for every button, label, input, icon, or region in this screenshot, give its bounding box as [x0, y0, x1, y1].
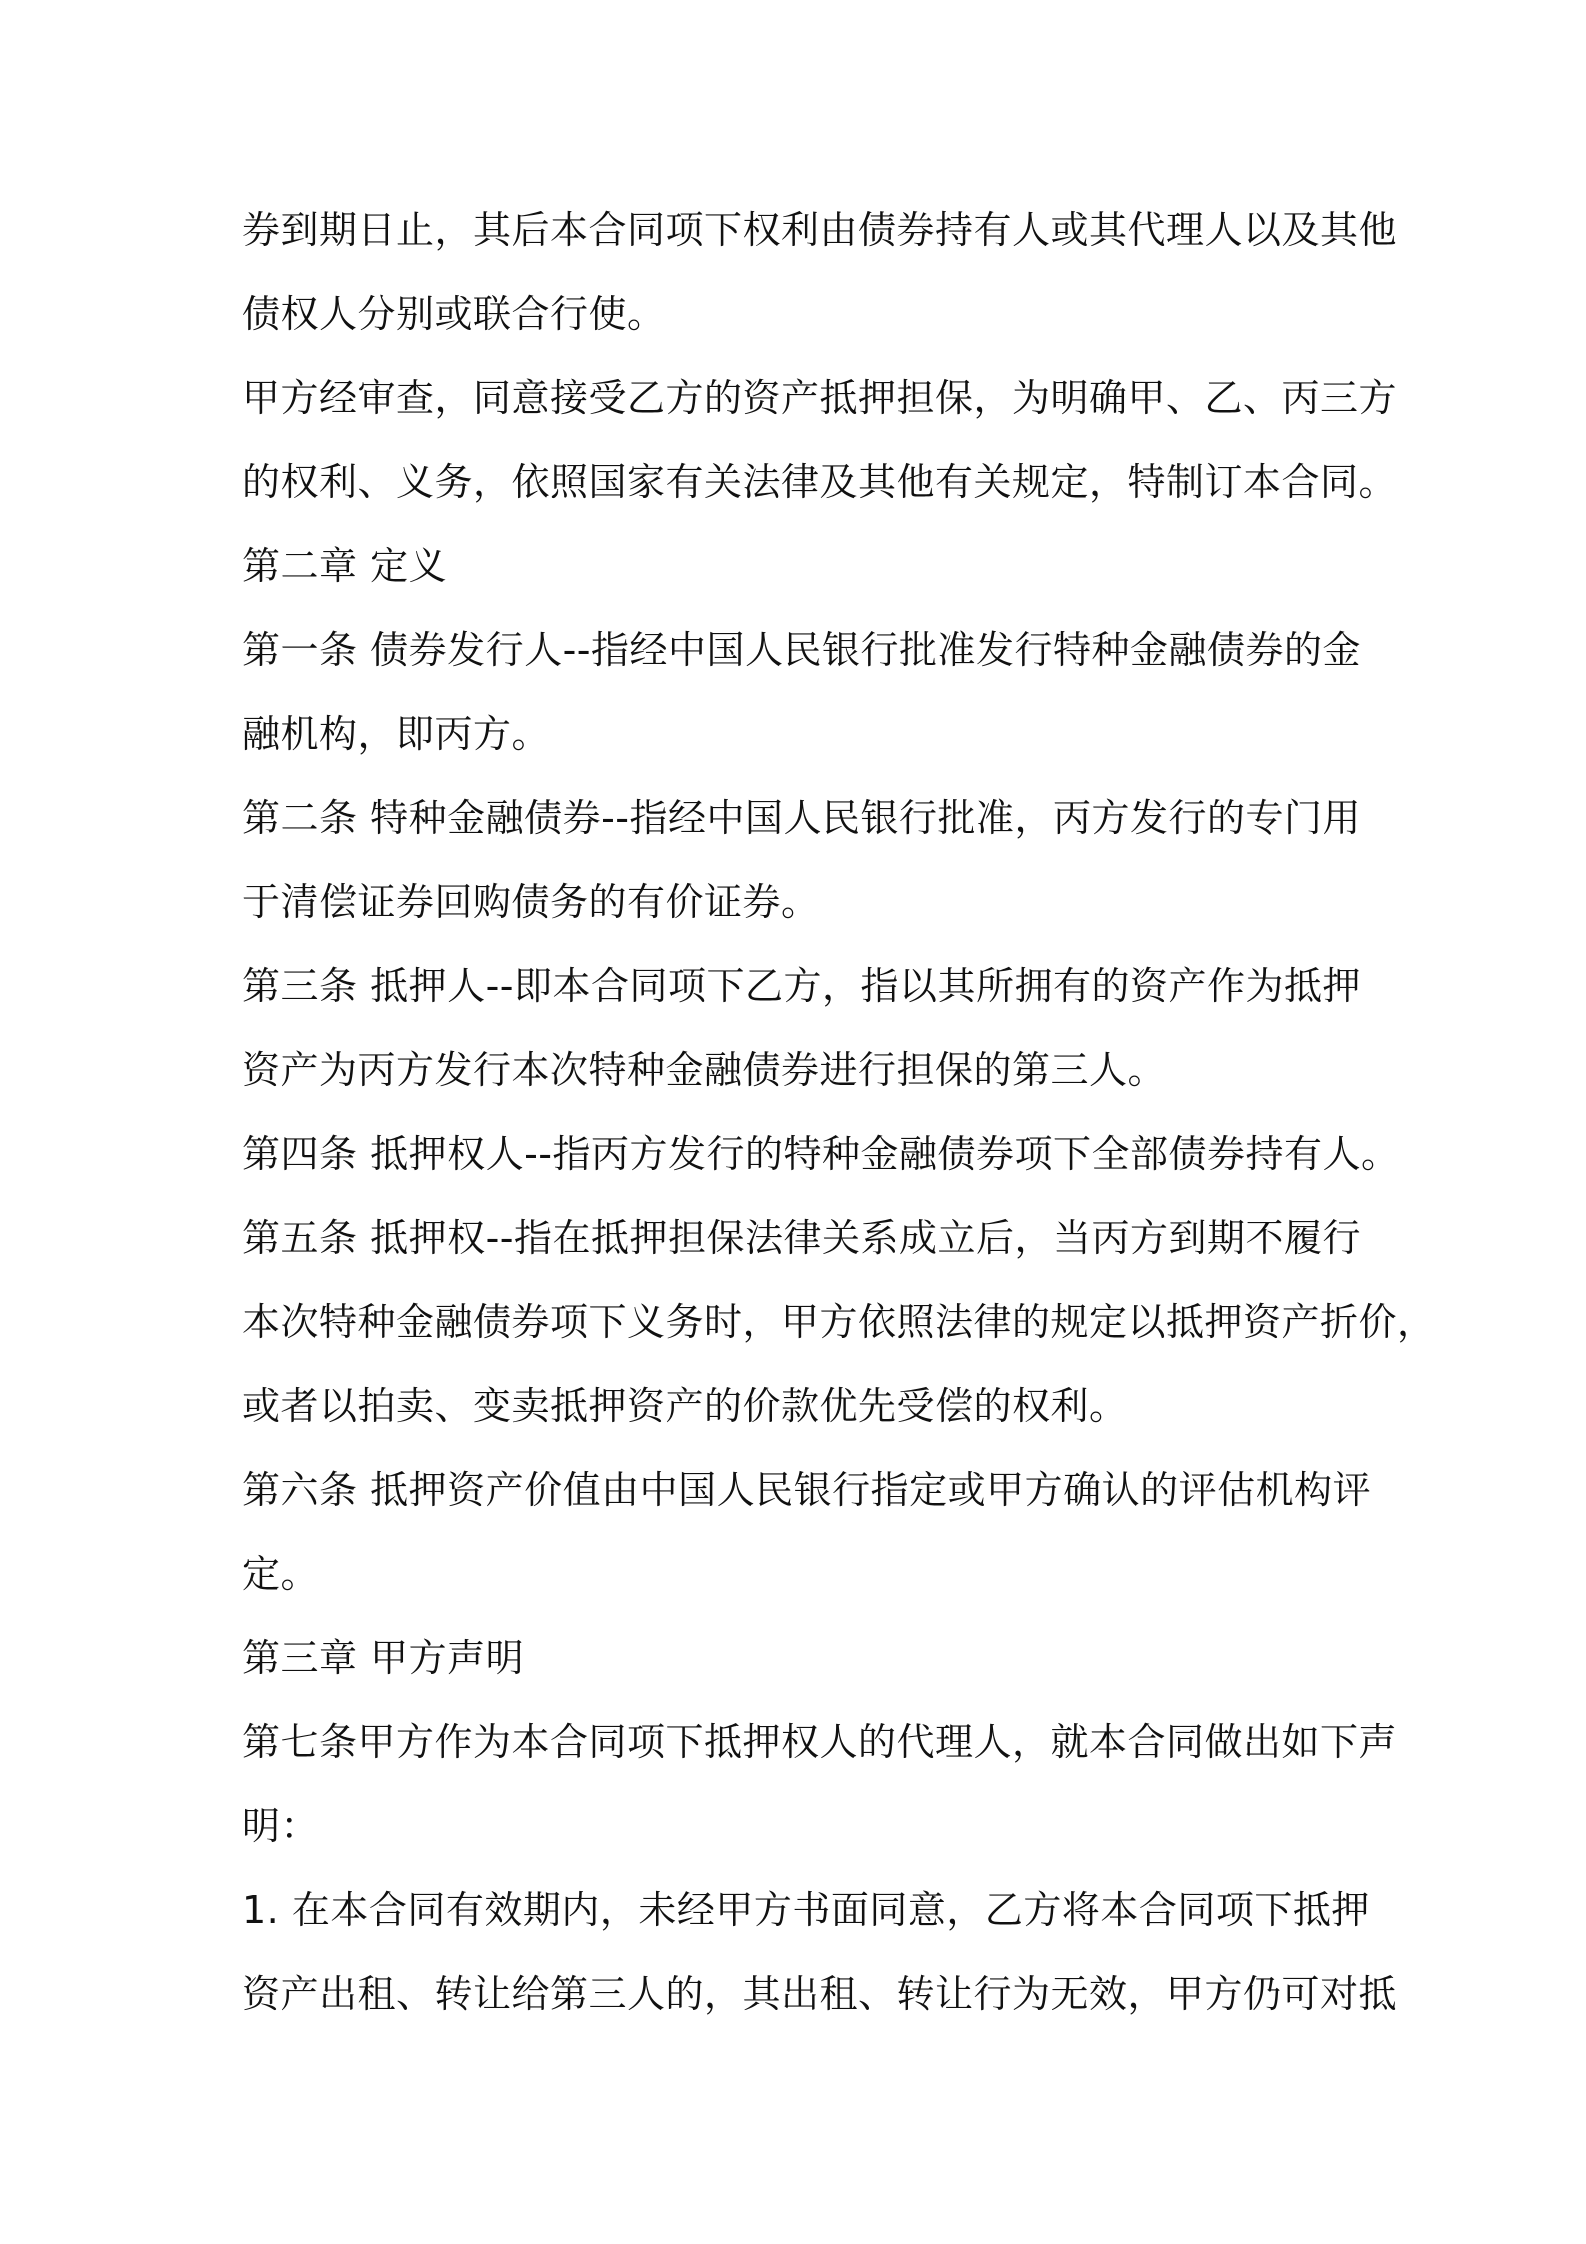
- text-line: 1. 在本合同有效期内，未经甲方书面同意，乙方将本合同项下抵押: [242, 1888, 1370, 1932]
- text-line: 第五条 抵押权--指在抵押担保法律关系成立后，当丙方到期不履行: [242, 1216, 1362, 1260]
- text-line: 第二条 特种金融债券--指经中国人民银行批准，丙方发行的专门用: [242, 796, 1362, 840]
- text-line: 券到期日止，其后本合同项下权利由债券持有人或其代理人以及其他: [242, 208, 1398, 252]
- text-line: 资产为丙方发行本次特种金融债券进行担保的第三人。: [242, 1048, 1167, 1092]
- text-line: 第六条 抵押资产价值由中国人民银行指定或甲方确认的评估机构评: [242, 1468, 1372, 1512]
- text-line: 第四条 抵押权人--指丙方发行的特种金融债券项下全部债券持有人。: [242, 1132, 1400, 1176]
- document-body: [242, 188, 1436, 2036]
- text-line: 融机构，即丙方。: [242, 712, 551, 756]
- text-line: 或者以拍卖、变卖抵押资产的价款优先受偿的权利。: [242, 1384, 1128, 1428]
- text-line: 第七条甲方作为本合同项下抵押权人的代理人，就本合同做出如下声: [242, 1720, 1398, 1764]
- text-line: 定。: [242, 1552, 320, 1596]
- text-line: 第一条 债券发行人--指经中国人民银行批准发行特种金融债券的金: [242, 628, 1362, 672]
- chapter-heading: 第二章 定义: [242, 544, 448, 588]
- text-line: 的权利、义务，依照国家有关法律及其他有关规定，特制订本合同。: [242, 460, 1398, 504]
- text-line: 第三条 抵押人--即本合同项下乙方，指以其所拥有的资产作为抵押: [242, 964, 1362, 1008]
- text-line: 债权人分别或联合行使。: [242, 292, 666, 336]
- text-line: 明：: [242, 1804, 320, 1848]
- text-line: 于清偿证券回购债务的有价证券。: [242, 880, 820, 924]
- text-line: 本次特种金融债券项下义务时，甲方依照法律的规定以抵押资产折价，: [242, 1300, 1436, 1344]
- text-line: 资产出租、转让给第三人的，其出租、转让行为无效，甲方仍可对抵: [242, 1972, 1398, 2016]
- text-line: 甲方经审查，同意接受乙方的资产抵押担保，为明确甲、乙、丙三方: [242, 376, 1398, 420]
- chapter-heading: 第三章 甲方声明: [242, 1636, 525, 1680]
